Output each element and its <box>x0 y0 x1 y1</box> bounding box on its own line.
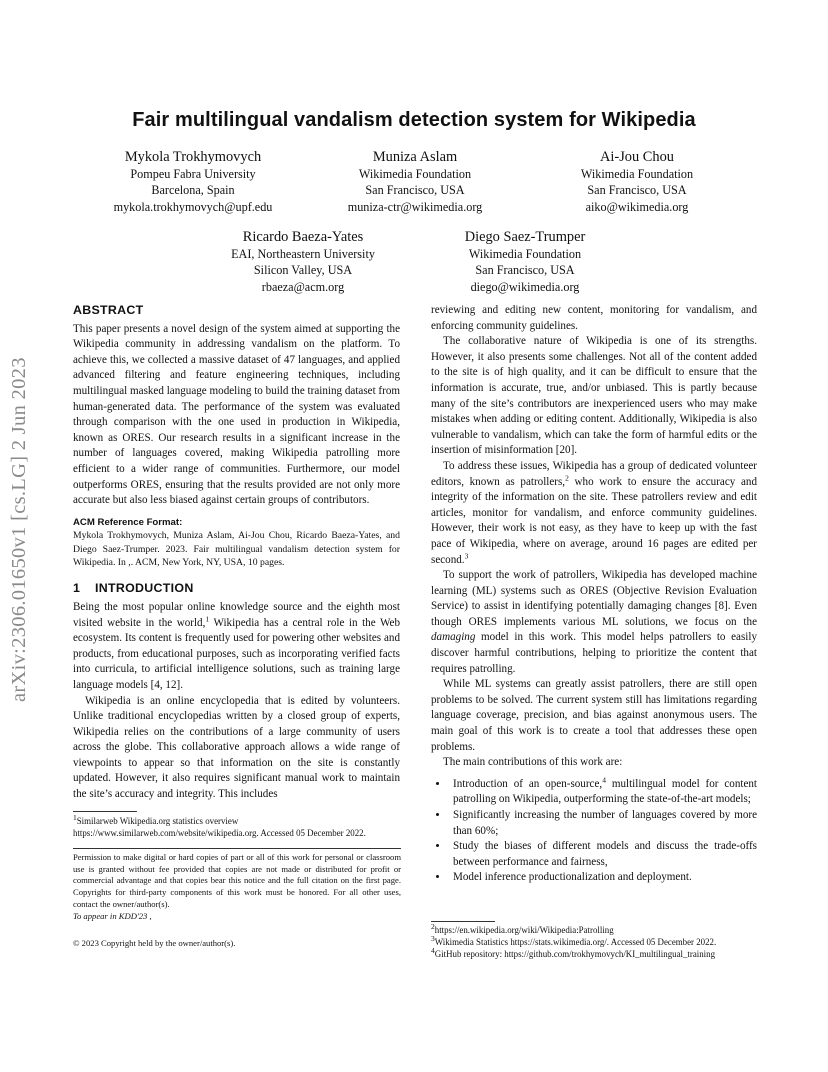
list-item: • Significantly increasing the number of languages covered by more than 60%; <box>449 808 757 839</box>
body-paragraph <box>431 459 757 568</box>
footnote-rule <box>73 811 137 812</box>
intro-paragraph: Wikipedia is an online encyclopedia that is edited by volunteers. Unlike traditional encyclopedias written by a closed group of experts, Wikipedia relies on the contributions of a large community of users across the globe. This collaborative approach allows a wide range of viewpoints to appear so that information on the site is constantly updated. However, it also requires significant manual work to maintain the site’s accuracy and integrity. This includes <box>73 694 400 801</box>
acm-reference-text: Mykola Trokhymovych, Muniza Aslam, Ai-Jou Chou, Ricardo Baeza-Yates, and Diego Saez-Trumper. 2023. Fair multilingual vandalism detection system for Wikipedia. In ,. ACM, New York, NY, USA, 10 pages. <box>73 530 400 568</box>
body-paragraph <box>431 568 757 677</box>
text-run: To support the work of patrollers, Wikipedia has developed machine learning (ML) systems such as ORES (Objective Revision Evaluation Service) to assist in identifying potentially damaging changes [8]. Even though ORES implements various ML solutions, we focus on the <box>431 569 757 628</box>
abstract-text: This paper presents a novel design of the system aimed at supporting the Wikipedia community in addressing vandalism on the platform. To achieve this, we collected a massive dataset of 47 languages, and applied advanced filtering and feature engineering techniques, including multilingual masked language modeling to build the training dataset from human-generated data. The performance of the system was evaluated through comparison with the one used in production in Wikipedia, known as ORES. Our research results in a significant increase in the number of languages covered, making Wikipedia patrolling more efficient to a wider range of communities. Furthermore, our model outperforms ORES, ensuring that the results provided are not only more accurate but also less biased against certain groups of contributors. <box>73 322 400 507</box>
author-block <box>537 148 737 215</box>
author-email: diego@wikimedia.org <box>470 279 580 294</box>
author-block <box>425 228 625 295</box>
author-name: Muniza Aslam <box>372 149 458 165</box>
body-paragraph: While ML systems can greatly assist patrollers, there are still open problems to be solved. The current system still has limitations regarding language coverage, precision, and bias against anonymous users. The main goal of this work is to create a tool that addresses these open problems. <box>431 678 757 753</box>
author-affiliation: Wikimedia Foundation <box>468 247 582 261</box>
text-run: Wikipedia has a central role in the Web ecosystem. Its content is frequently used for powering other websites and products, from educational purposes, such as incorporating verified facts into curricula, to artificial intelligence solutions, such as training large language models [4, 12]. <box>73 616 400 691</box>
author-email: aiko@wikimedia.org <box>585 199 689 214</box>
author-affiliation: EAI, Northeastern University <box>231 247 375 261</box>
body-paragraph: reviewing and editing new content, monitoring for vandalism, and enforcing community guidelines. <box>431 304 757 332</box>
author-name: Ai-Jou Chou <box>600 149 674 165</box>
text-run: Being the most popular online knowledge source and the eighth most visited website in the world, <box>73 600 400 629</box>
footnote-marker: 2 <box>565 472 569 482</box>
right-column <box>431 303 757 886</box>
author-name: Ricardo Baeza-Yates <box>242 229 364 245</box>
author-block <box>203 228 403 295</box>
footnote <box>431 924 761 936</box>
author-email: rbaeza@acm.org <box>261 279 345 294</box>
list-item: • Study the biases of different models and discuss the trade-offs between performance and fairness, <box>449 839 757 870</box>
text-run: multilingual model for content patrolling on Wikipedia, outperforming the state-of-the-art models; <box>453 777 758 806</box>
section-heading-introduction <box>73 581 400 597</box>
author-affiliation: Pompeu Fabra University <box>130 167 256 181</box>
intro-paragraph <box>73 600 400 694</box>
author-affiliation: Wikimedia Foundation <box>358 167 472 181</box>
footnote-marker: 1 <box>205 613 210 623</box>
footnote <box>431 936 761 948</box>
footnote-marker: 4 <box>602 775 606 785</box>
footnote-rule <box>431 921 495 922</box>
footnote-marker: 4 <box>431 946 435 956</box>
list-item <box>449 777 757 808</box>
permission-notice <box>73 852 401 922</box>
author-email: muniza-ctr@wikimedia.org <box>347 199 483 214</box>
author-location: San Francisco, USA <box>587 183 687 198</box>
author-name: Diego Saez-Trumper <box>464 229 586 245</box>
footnote-text: Wikimedia Statistics https://stats.wikimedia.org/. Accessed 05 December 2022. <box>434 937 717 948</box>
author-location: Barcelona, Spain <box>151 183 235 198</box>
permission-text: Permission to make digital or hard copies of part or all of this work for personal or classroom use is granted without fee provided that copies are not made or distributed for profit or commercial advantage and that copies bear this notice and the full citation on the first page. Copyrights for third-party components of this work must be honored. For all other uses, contact the owner/author(s). <box>73 852 401 909</box>
text-run: Introduction of an open-source, <box>453 777 603 790</box>
author-affiliation: Wikimedia Foundation <box>580 167 694 181</box>
footnote-text: Similarweb Wikipedia.org statistics overview https://www.similarweb.com/website/wikipedia.org. Accessed 05 December 2022. <box>73 816 366 839</box>
footnote-text: GitHub repository: https://github.com/trokhymovych/KI_multilingual_training <box>434 949 716 960</box>
footnote-text: https://en.wikipedia.org/wiki/Wikipedia:Patrolling <box>434 925 614 935</box>
copyright-notice: © 2023 Copyright held by the owner/author(s). <box>73 938 236 948</box>
contributions-list <box>431 777 757 886</box>
author-location: Silicon Valley, USA <box>253 263 353 278</box>
text-run: model in this work. This model helps patrollers to easily discover harmful contributions, helping to prioritize the content that requires patrolling. <box>431 631 757 675</box>
text-run: To address these issues, Wikipedia has a group of dedicated volunteer editors, known as patrollers, <box>431 459 757 488</box>
section-number: 1 <box>73 581 81 596</box>
footnotes-right <box>431 924 761 961</box>
footnote-marker: 1 <box>73 813 77 823</box>
paper-title: Fair multilingual vandalism detection system for Wikipedia <box>132 109 696 131</box>
footnote <box>73 815 401 839</box>
venue-note: To appear in KDD'23 , <box>73 910 152 921</box>
footnote-marker: 3 <box>464 550 469 560</box>
abstract-heading: ABSTRACT <box>73 303 144 317</box>
author-block <box>315 148 515 215</box>
author-email: mykola.trokhymovych@upf.edu <box>113 199 273 214</box>
arxiv-identifier: arXiv:2306.01650v1 [cs.LG] 2 Jun 2023 <box>8 357 30 703</box>
footnote-marker: 3 <box>431 934 435 944</box>
section-title: INTRODUCTION <box>95 581 194 596</box>
permission-rule <box>73 848 401 849</box>
emphasis: damaging <box>431 631 476 644</box>
body-paragraph: The collaborative nature of Wikipedia is one of its strengths. However, it also presents some challenges. Not all of the content added to the site is of high quality, and it can be difficult to ensure that the information is accurate, true, and/or unbiased. This is partly because many of the site’s contributors are inexperienced users who may make mistakes when adding or editing content. Additionally, Wikipedia is also vulnerable to vandalism, which can take the form of harmful edits or the insertion of misinformation [20]. <box>431 335 757 457</box>
footnote <box>431 948 761 960</box>
author-location: San Francisco, USA <box>365 183 465 198</box>
left-column <box>73 303 400 803</box>
acm-reference <box>73 516 400 570</box>
author-name: Mykola Trokhymovych <box>124 149 262 165</box>
body-paragraph: The main contributions of this work are: <box>443 756 623 769</box>
text-run: who work to ensure the accuracy and integrity of the information on the site. These patrollers review and edit articles, monitor for vandalism, and enforce community guidelines. However, their work is not easy, as they have to keep up with the fast pace of Wikipedia, where on average, around 16 pages are edited per second. <box>431 475 757 566</box>
footnote-marker: 2 <box>431 922 435 932</box>
author-location: San Francisco, USA <box>475 263 575 278</box>
author-block <box>93 148 293 215</box>
acm-reference-heading: ACM Reference Format: <box>73 516 183 528</box>
list-item: • Model inference productionalization and deployment. <box>449 870 757 886</box>
